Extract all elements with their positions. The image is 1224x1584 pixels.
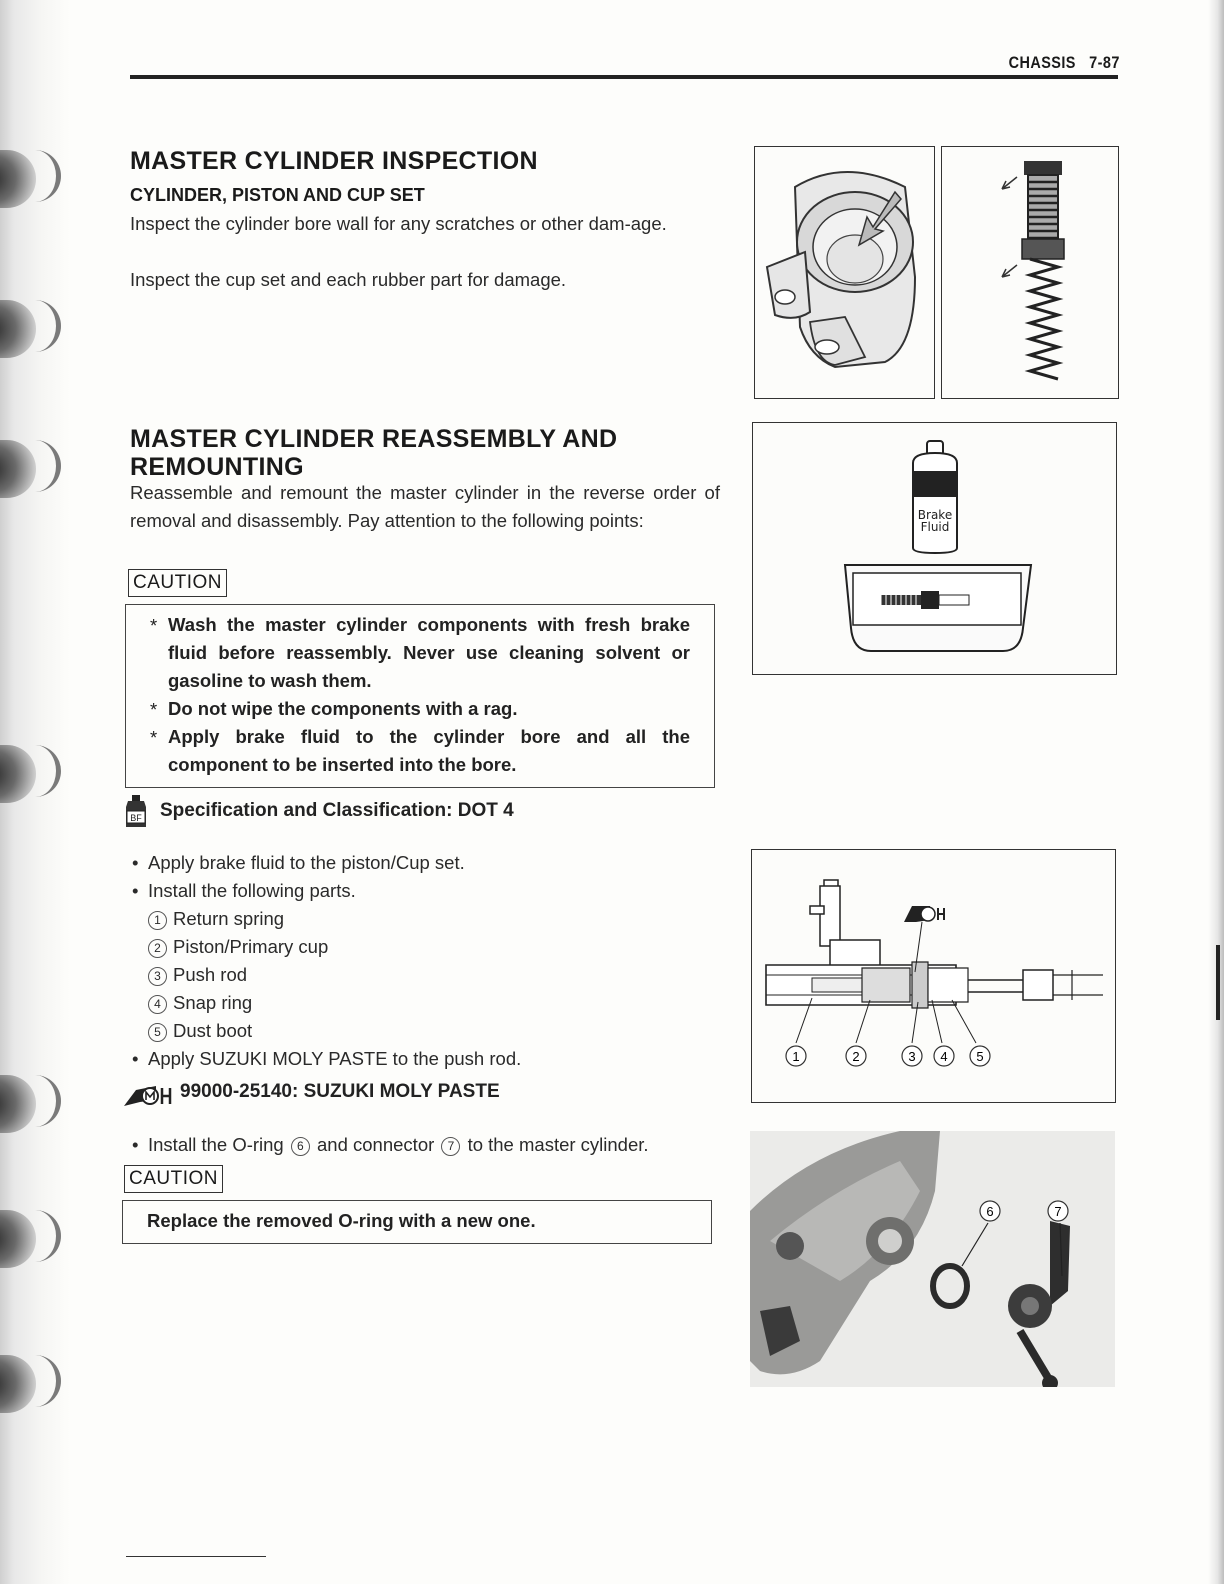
part-label: Push rod bbox=[173, 964, 248, 985]
photo-callout-6: 6 bbox=[986, 1204, 994, 1219]
caution-box-2 bbox=[122, 1200, 712, 1244]
header-page-number: 7-87 bbox=[1089, 53, 1120, 72]
part-num: 4 bbox=[148, 995, 167, 1014]
figure-cross-section bbox=[751, 849, 1116, 1103]
brake-fluid-icon-label: BF bbox=[130, 813, 142, 823]
step-apply-fluid: • Apply brake fluid to the piston/Cup set. bbox=[130, 849, 730, 877]
bottle-label-1: Brake bbox=[917, 508, 953, 522]
bottle-label-2: Fluid bbox=[920, 520, 950, 534]
oring-text-3: to the master cylinder. bbox=[467, 1134, 649, 1155]
caution-item: * Do not wipe the components with a rag. bbox=[150, 695, 690, 723]
callout-4: 4 bbox=[940, 1049, 948, 1064]
caution-label: CAUTION bbox=[128, 569, 227, 597]
step-apply-moly: • Apply SUZUKI MOLY PASTE to the push rod. bbox=[130, 1045, 730, 1073]
brake-fluid-icon bbox=[125, 795, 147, 827]
step-install-parts: • Install the following parts. bbox=[130, 877, 730, 905]
header-rule bbox=[130, 75, 1118, 79]
binder-ring bbox=[30, 1210, 61, 1262]
binder-ring bbox=[30, 150, 61, 202]
page-edge bbox=[1208, 0, 1224, 1584]
binder-ring bbox=[30, 300, 61, 352]
callout-5: 5 bbox=[976, 1049, 984, 1064]
brake-fluid-illustration bbox=[753, 423, 1117, 675]
moly-paste-icon bbox=[122, 1082, 176, 1108]
binder-ring bbox=[30, 1355, 61, 1407]
part-num: 1 bbox=[148, 911, 167, 930]
part-label: Snap ring bbox=[173, 992, 253, 1013]
figure-piston-cup-set bbox=[941, 146, 1119, 399]
figure-brake-fluid-wash bbox=[752, 422, 1117, 675]
oring-num-7: 7 bbox=[441, 1137, 460, 1156]
reassembly-title bbox=[130, 425, 617, 481]
caution-box bbox=[125, 604, 715, 788]
photo-master-cylinder bbox=[750, 1131, 1115, 1387]
binder-ring bbox=[30, 440, 61, 492]
binder-edge bbox=[0, 0, 70, 1584]
piston-cup-illustration bbox=[942, 147, 1119, 399]
spec-moly-paste: 99000-25140: SUZUKI MOLY PASTE bbox=[180, 1081, 500, 1102]
oring-text-2: and connector bbox=[317, 1134, 435, 1155]
part-item bbox=[130, 989, 730, 1017]
oring-text-1: Install the O-ring bbox=[148, 1134, 284, 1155]
page-header bbox=[1009, 53, 1120, 73]
install-steps bbox=[130, 849, 730, 1073]
part-item bbox=[130, 961, 730, 989]
callout-1: 1 bbox=[792, 1049, 800, 1064]
inspection-para1: Inspect the cylinder bore wall for any scratches or other dam-age. bbox=[130, 213, 667, 234]
part-num: 3 bbox=[148, 967, 167, 986]
footer-rule bbox=[126, 1556, 266, 1557]
caution-item: * Apply brake fluid to the cylinder bore and all the component to be inserted into the bore. bbox=[150, 723, 690, 779]
inspection-subtitle: CYLINDER, PISTON AND CUP SET bbox=[130, 185, 425, 205]
part-num: 5 bbox=[148, 1023, 167, 1042]
figure-cylinder-bore bbox=[754, 146, 935, 399]
cylinder-bore-illustration bbox=[755, 147, 935, 399]
part-item bbox=[130, 905, 730, 933]
caution-text-2: Replace the removed O-ring with a new one. bbox=[147, 1210, 536, 1231]
part-item bbox=[130, 1017, 730, 1045]
reassembly-title-line2: REMOUNTING bbox=[130, 453, 304, 481]
callout-3: 3 bbox=[908, 1049, 916, 1064]
caution-label-2: CAUTION bbox=[124, 1165, 223, 1193]
page-edge-mark bbox=[1216, 945, 1220, 1020]
part-label: Piston/Primary cup bbox=[173, 936, 329, 957]
step-oring: • Install the O-ring 6 and connector 7 to the master cylinder. bbox=[132, 1134, 649, 1155]
part-label: Return spring bbox=[173, 908, 285, 929]
caution-list bbox=[126, 605, 714, 779]
oring-num-6: 6 bbox=[291, 1137, 310, 1156]
part-item bbox=[130, 933, 730, 961]
reassembly-title-line1: MASTER CYLINDER REASSEMBLY AND bbox=[130, 425, 618, 453]
reassembly-para: Reassemble and remount the master cylinder in the reverse order of removal and disassembly. Pay attention to the following points: bbox=[130, 482, 720, 531]
inspection-para2: Inspect the cup set and each rubber part for damage. bbox=[130, 269, 567, 290]
binder-ring bbox=[30, 745, 61, 797]
part-label: Dust boot bbox=[173, 1020, 253, 1041]
binder-ring bbox=[30, 1075, 61, 1127]
spec-dot4: Specification and Classification: DOT 4 bbox=[160, 800, 514, 821]
part-num: 2 bbox=[148, 939, 167, 958]
caution-item: * Wash the master cylinder components with fresh brake fluid before reassembly. Never use cleaning solvent or gasoline to wash them. bbox=[150, 611, 690, 695]
callout-2: 2 bbox=[852, 1049, 860, 1064]
inspection-title: MASTER CYLINDER INSPECTION bbox=[130, 147, 538, 175]
photo-callout-7: 7 bbox=[1054, 1204, 1062, 1219]
header-section: CHASSIS bbox=[1008, 53, 1077, 72]
master-cylinder-photo bbox=[750, 1131, 1115, 1387]
cross-section-diagram bbox=[752, 850, 1116, 1103]
